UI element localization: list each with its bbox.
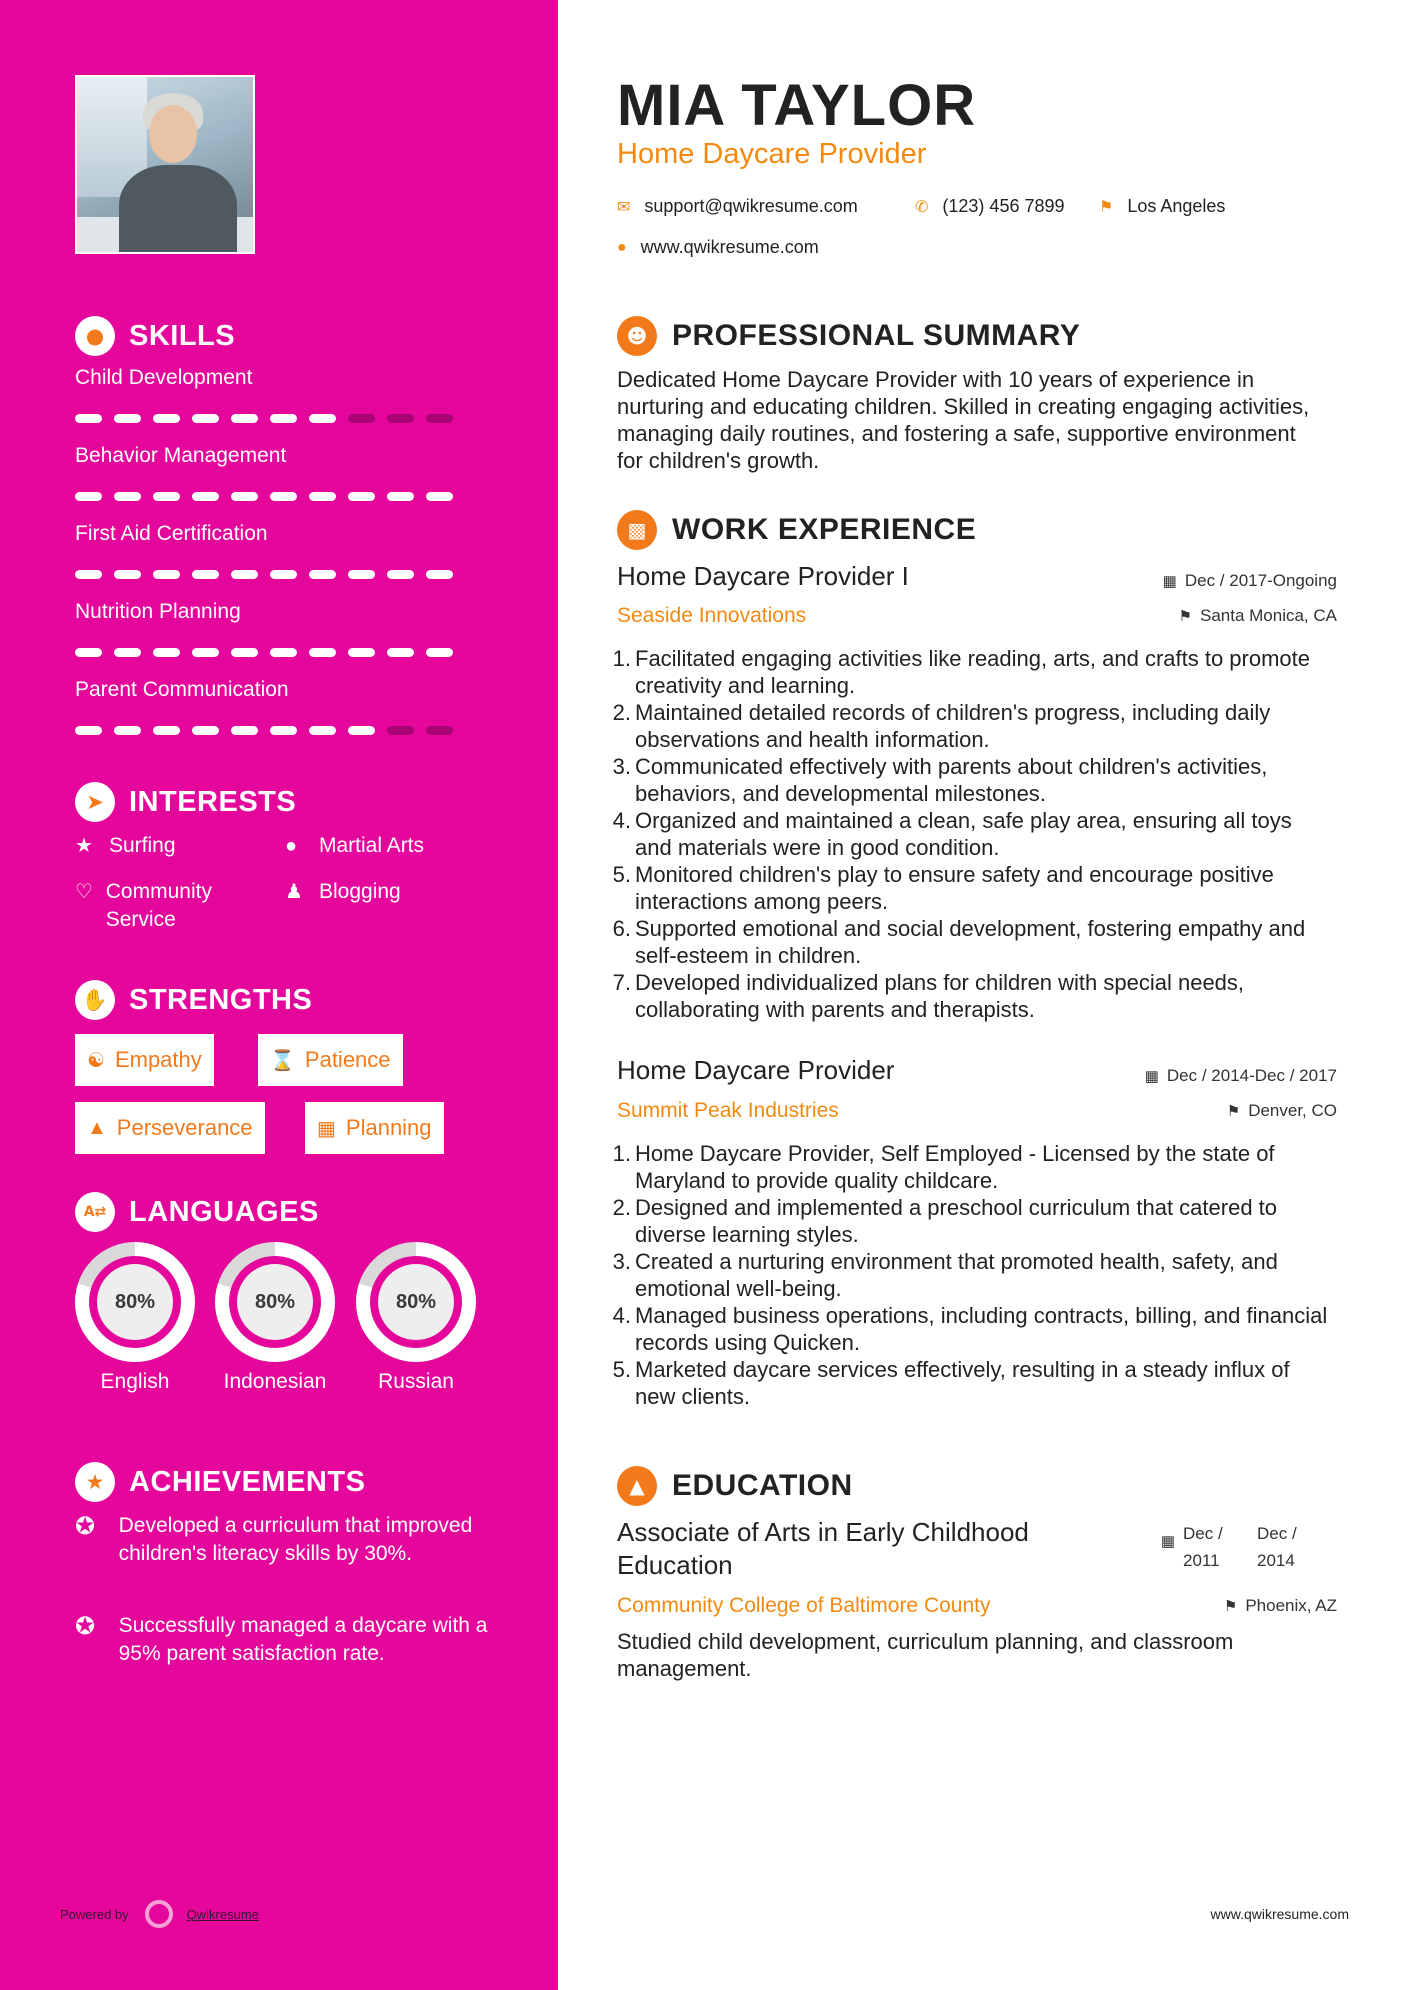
candidate-role: Home Daycare Provider bbox=[617, 138, 927, 170]
skill-dash-filled bbox=[309, 570, 336, 579]
skill-label: First Aid Certification bbox=[75, 522, 268, 545]
qwikresume-logo-icon bbox=[145, 1900, 173, 1928]
skill-dash-filled bbox=[114, 492, 141, 501]
skill-dash-filled bbox=[75, 492, 102, 501]
phone-icon: ✆ bbox=[915, 198, 929, 216]
skill-dash-filled bbox=[114, 648, 141, 657]
school-name: Community College of Baltimore County bbox=[617, 1594, 991, 1617]
star-burst-icon: ✪ bbox=[75, 1512, 96, 1540]
skill-dash-filled bbox=[192, 414, 219, 423]
skill-dash-filled bbox=[426, 648, 453, 657]
job-date bbox=[1163, 571, 1337, 591]
calendar-icon: ▦ bbox=[317, 1117, 336, 1140]
envelope-icon: ✉ bbox=[617, 198, 631, 216]
skill-dash-filled bbox=[192, 492, 219, 501]
skill-item bbox=[75, 522, 515, 546]
language-item bbox=[200, 1242, 350, 1395]
skill-dash-filled bbox=[426, 570, 453, 579]
job-date bbox=[1145, 1066, 1337, 1086]
education-dates bbox=[1161, 1520, 1317, 1574]
qwikresume-link[interactable]: Qwikresume bbox=[186, 1906, 259, 1922]
skill-dash-filled bbox=[348, 726, 375, 735]
experience-title: WORK EXPERIENCE bbox=[672, 513, 977, 546]
language-percent: 80% bbox=[237, 1264, 313, 1340]
list-item: 1. Facilitated engaging activities like reading, arts, and crafts to promote creativity and learning. bbox=[612, 646, 1311, 698]
skill-dash-filled bbox=[153, 570, 180, 579]
list-item: 6. Supported emotional and social development, fostering empathy and self-esteem in children. bbox=[612, 916, 1306, 968]
education-location-text: Phoenix, AZ bbox=[1245, 1596, 1337, 1615]
language-ring bbox=[215, 1242, 335, 1362]
language-label: English bbox=[100, 1370, 170, 1393]
language-percent: 80% bbox=[378, 1264, 454, 1340]
experience-header bbox=[617, 510, 976, 550]
achievement-text: Successfully managed a daycare with a 95% parent satisfaction rate. bbox=[118, 1614, 488, 1665]
sidebar bbox=[0, 0, 558, 1990]
education-date-end: Dec / 2014 bbox=[1257, 1524, 1297, 1570]
list-item: 1. Home Daycare Provider, Self Employed - Licensed by the state of Maryland to provide quality childcare. bbox=[612, 1141, 1275, 1193]
job-company: Seaside Innovations bbox=[617, 604, 807, 627]
calendar-icon: ▦ bbox=[1144, 1068, 1159, 1085]
skill-dash-filled bbox=[114, 570, 141, 579]
skill-dash-filled bbox=[153, 726, 180, 735]
translate-icon: A⇄ bbox=[75, 1192, 115, 1232]
heart-hand-icon: ♡ bbox=[75, 881, 93, 903]
skill-dash-empty bbox=[387, 414, 414, 423]
list-item: 4. Organized and maintained a clean, safe play area, ensuring all toys and materials were in good condition. bbox=[612, 808, 1292, 860]
skill-item bbox=[75, 444, 515, 468]
list-item: 5. Marketed daycare services effectively, resulting in a steady influx of new clients. bbox=[612, 1357, 1290, 1409]
job-location bbox=[1227, 1101, 1337, 1121]
job-bullets bbox=[609, 645, 1329, 1023]
skill-label: Nutrition Planning bbox=[75, 600, 241, 623]
hand-icon: ✋ bbox=[75, 980, 115, 1020]
skill-dash-filled bbox=[309, 414, 336, 423]
skill-label: Child Development bbox=[75, 366, 253, 389]
pin-icon: ⚑ bbox=[1178, 608, 1192, 625]
strength-label: Empathy bbox=[114, 1047, 202, 1072]
calendar-icon: ▦ bbox=[1160, 1533, 1175, 1550]
strength-badge bbox=[258, 1034, 403, 1086]
list-item: 7. Developed individualized plans for children with special needs, collaborating with parents and therapists. bbox=[612, 970, 1245, 1022]
skills-title: SKILLS bbox=[129, 319, 236, 352]
interest-label: Community Service bbox=[105, 880, 212, 931]
lightbulb-icon: ● bbox=[75, 316, 115, 356]
interests-list bbox=[75, 832, 515, 942]
handshake-icon: ☯ bbox=[87, 1049, 105, 1072]
language-label: Russian bbox=[378, 1370, 454, 1393]
strength-badge bbox=[75, 1102, 265, 1154]
interest-label: Blogging bbox=[319, 880, 401, 903]
skill-dash-filled bbox=[348, 648, 375, 657]
skill-dash-empty bbox=[426, 414, 453, 423]
language-ring bbox=[75, 1242, 195, 1362]
summary-header bbox=[617, 316, 1080, 356]
achievement-item bbox=[75, 1612, 515, 1668]
skill-dash-empty bbox=[426, 726, 453, 735]
job-location bbox=[1179, 606, 1337, 626]
skill-dash-filled bbox=[270, 492, 297, 501]
strengths-list bbox=[75, 1034, 515, 1164]
skill-dash-filled bbox=[348, 492, 375, 501]
skill-dash-filled bbox=[153, 414, 180, 423]
pin-icon: ⚑ bbox=[1223, 1598, 1238, 1615]
languages-title: LANGUAGES bbox=[129, 1195, 319, 1228]
contact-location bbox=[1099, 196, 1225, 217]
interest-item bbox=[285, 878, 505, 906]
strengths-title: STRENGTHS bbox=[129, 983, 313, 1016]
skill-label: Behavior Management bbox=[75, 444, 287, 467]
interests-section bbox=[75, 780, 515, 824]
skill-dash-filled bbox=[75, 570, 102, 579]
paper-plane-icon: ➤ bbox=[75, 782, 115, 822]
skill-label: Parent Communication bbox=[75, 678, 289, 701]
user-icon: ☻ bbox=[617, 316, 657, 356]
strength-label: Perseverance bbox=[116, 1115, 253, 1140]
interest-item bbox=[75, 832, 275, 860]
star-burst-icon: ✪ bbox=[75, 1612, 96, 1640]
language-item bbox=[341, 1242, 491, 1395]
skill-dash-filled bbox=[270, 726, 297, 735]
list-item: 5. Monitored children's play to ensure safety and encourage positive interactions among peers. bbox=[612, 862, 1274, 914]
achievements-section bbox=[75, 1460, 515, 1504]
list-item: 2. Designed and implemented a preschool curriculum that catered to diverse learning styles. bbox=[612, 1195, 1278, 1247]
summary-text: Dedicated Home Daycare Provider with 10 years of experience in nurturing and educating children. Skilled in creating engaging activities, managing daily routines, and fostering a safe, supportive environment for children's growth. bbox=[617, 367, 1310, 473]
calendar-icon: ▦ bbox=[1162, 573, 1177, 590]
briefcase-chair-icon: ▩ bbox=[617, 510, 657, 550]
skill-dash-empty bbox=[387, 726, 414, 735]
interests-title: INTERESTS bbox=[129, 785, 297, 818]
graduation-cap-icon: ▲ bbox=[617, 1466, 657, 1506]
skill-dash-filled bbox=[114, 414, 141, 423]
skill-dash-filled bbox=[270, 648, 297, 657]
skill-dash-filled bbox=[426, 492, 453, 501]
achievement-item bbox=[75, 1512, 515, 1568]
contact-phone[interactable] bbox=[915, 196, 1065, 217]
job-location-text: Denver, CO bbox=[1248, 1101, 1337, 1120]
skill-dash-filled bbox=[75, 414, 102, 423]
skill-dash-filled bbox=[231, 492, 258, 501]
strength-badge bbox=[75, 1034, 214, 1086]
strength-badge bbox=[305, 1102, 444, 1154]
skill-level-bar bbox=[75, 726, 455, 735]
skill-level-bar bbox=[75, 570, 455, 579]
list-item: 3. Created a nurturing environment that promoted health, safety, and emotional well-being. bbox=[612, 1249, 1278, 1301]
skill-dash-filled bbox=[387, 492, 414, 501]
skill-dash-filled bbox=[387, 570, 414, 579]
website-text: www.qwikresume.com bbox=[640, 237, 819, 257]
language-percent: 80% bbox=[97, 1264, 173, 1340]
candidate-name: MIA TAYLOR bbox=[617, 73, 977, 138]
job-location-text: Santa Monica, CA bbox=[1199, 606, 1337, 625]
degree-title: Associate of Arts in Early Childhood Education bbox=[617, 1517, 1029, 1580]
job-company: Summit Peak Industries bbox=[617, 1099, 839, 1122]
job-title: Home Daycare Provider bbox=[617, 1055, 895, 1085]
skill-item bbox=[75, 678, 515, 702]
skill-level-bar bbox=[75, 414, 455, 423]
skills-section bbox=[75, 314, 515, 358]
road-icon: ▲ bbox=[87, 1116, 107, 1139]
interest-item bbox=[285, 832, 505, 860]
globe-icon: ● bbox=[617, 238, 627, 256]
languages-list bbox=[60, 1242, 500, 1422]
powered-by bbox=[60, 1900, 259, 1928]
skill-dash-filled bbox=[270, 570, 297, 579]
contact-website[interactable] bbox=[617, 237, 819, 258]
skill-dash-empty bbox=[348, 414, 375, 423]
strengths-section bbox=[75, 978, 515, 1022]
email-text: support@qwikresume.com bbox=[644, 196, 858, 216]
skill-dash-filled bbox=[309, 492, 336, 501]
pin-icon: ⚑ bbox=[1226, 1103, 1241, 1120]
interest-item bbox=[75, 878, 265, 934]
star-icon: ★ bbox=[75, 835, 93, 857]
education-location bbox=[1224, 1596, 1337, 1616]
contact-email[interactable] bbox=[617, 196, 858, 217]
profile-photo bbox=[75, 75, 255, 254]
summary-title: PROFESSIONAL SUMMARY bbox=[672, 319, 1081, 352]
job-title: Home Daycare Provider I bbox=[617, 561, 909, 591]
education-title: EDUCATION bbox=[672, 1469, 853, 1502]
globe-icon: ● bbox=[285, 835, 298, 857]
skill-level-bar bbox=[75, 492, 455, 501]
interest-label: Surfing bbox=[109, 834, 176, 857]
skill-dash-filled bbox=[75, 726, 102, 735]
strength-label: Planning bbox=[345, 1115, 432, 1140]
skill-dash-filled bbox=[231, 648, 258, 657]
skill-dash-filled bbox=[270, 414, 297, 423]
list-item: 3. Communicated effectively with parents about children's activities, behaviors, and developmental milestones. bbox=[612, 754, 1268, 806]
achievements-title: ACHIEVEMENTS bbox=[129, 1465, 366, 1498]
skill-dash-filled bbox=[192, 570, 219, 579]
achievement-text: Developed a curriculum that improved children's literacy skills by 30%. bbox=[118, 1514, 473, 1565]
achievements-list bbox=[75, 1512, 515, 1712]
hourglass-icon: ⌛ bbox=[270, 1049, 295, 1072]
skill-dash-filled bbox=[348, 570, 375, 579]
users-icon: ♟ bbox=[285, 881, 303, 903]
trophy-star-icon: ★ bbox=[75, 1462, 115, 1502]
list-item: 2. Maintained detailed records of children's progress, including daily observations and health information. bbox=[612, 700, 1271, 752]
skill-dash-filled bbox=[309, 726, 336, 735]
map-pin-icon: ⚑ bbox=[1099, 198, 1114, 216]
job-date-text: Dec / 2014-Dec / 2017 bbox=[1166, 1066, 1337, 1085]
skill-dash-filled bbox=[192, 648, 219, 657]
skill-dash-filled bbox=[153, 648, 180, 657]
education-date-start: Dec / 2011 bbox=[1183, 1524, 1223, 1570]
interest-label: Martial Arts bbox=[319, 834, 425, 857]
skill-item bbox=[75, 366, 515, 390]
skill-dash-filled bbox=[153, 492, 180, 501]
skill-dash-filled bbox=[231, 726, 258, 735]
skill-dash-filled bbox=[231, 570, 258, 579]
skills-list bbox=[75, 366, 515, 756]
skill-dash-filled bbox=[309, 648, 336, 657]
phone-text: (123) 456 7899 bbox=[942, 196, 1065, 216]
skill-dash-filled bbox=[114, 726, 141, 735]
skill-dash-filled bbox=[192, 726, 219, 735]
powered-label: Powered by bbox=[60, 1906, 129, 1922]
education-header bbox=[617, 1466, 853, 1506]
skill-dash-filled bbox=[75, 648, 102, 657]
skill-dash-filled bbox=[387, 648, 414, 657]
job-bullets bbox=[609, 1140, 1329, 1410]
language-item bbox=[60, 1242, 210, 1395]
job-date-text: Dec / 2017-Ongoing bbox=[1184, 571, 1337, 590]
education-text: Studied child development, curriculum planning, and classroom management. bbox=[617, 1629, 1234, 1681]
strength-label: Patience bbox=[304, 1047, 391, 1072]
location-text: Los Angeles bbox=[1127, 196, 1226, 216]
language-ring bbox=[356, 1242, 476, 1362]
footer-url[interactable]: www.qwikresume.com bbox=[1210, 1906, 1349, 1922]
skill-level-bar bbox=[75, 648, 455, 657]
list-item: 4. Managed business operations, including contracts, billing, and financial records using Quicken. bbox=[612, 1303, 1328, 1355]
language-label: Indonesian bbox=[223, 1370, 327, 1393]
languages-section bbox=[75, 1190, 515, 1234]
skill-dash-filled bbox=[231, 414, 258, 423]
skill-item bbox=[75, 600, 515, 624]
